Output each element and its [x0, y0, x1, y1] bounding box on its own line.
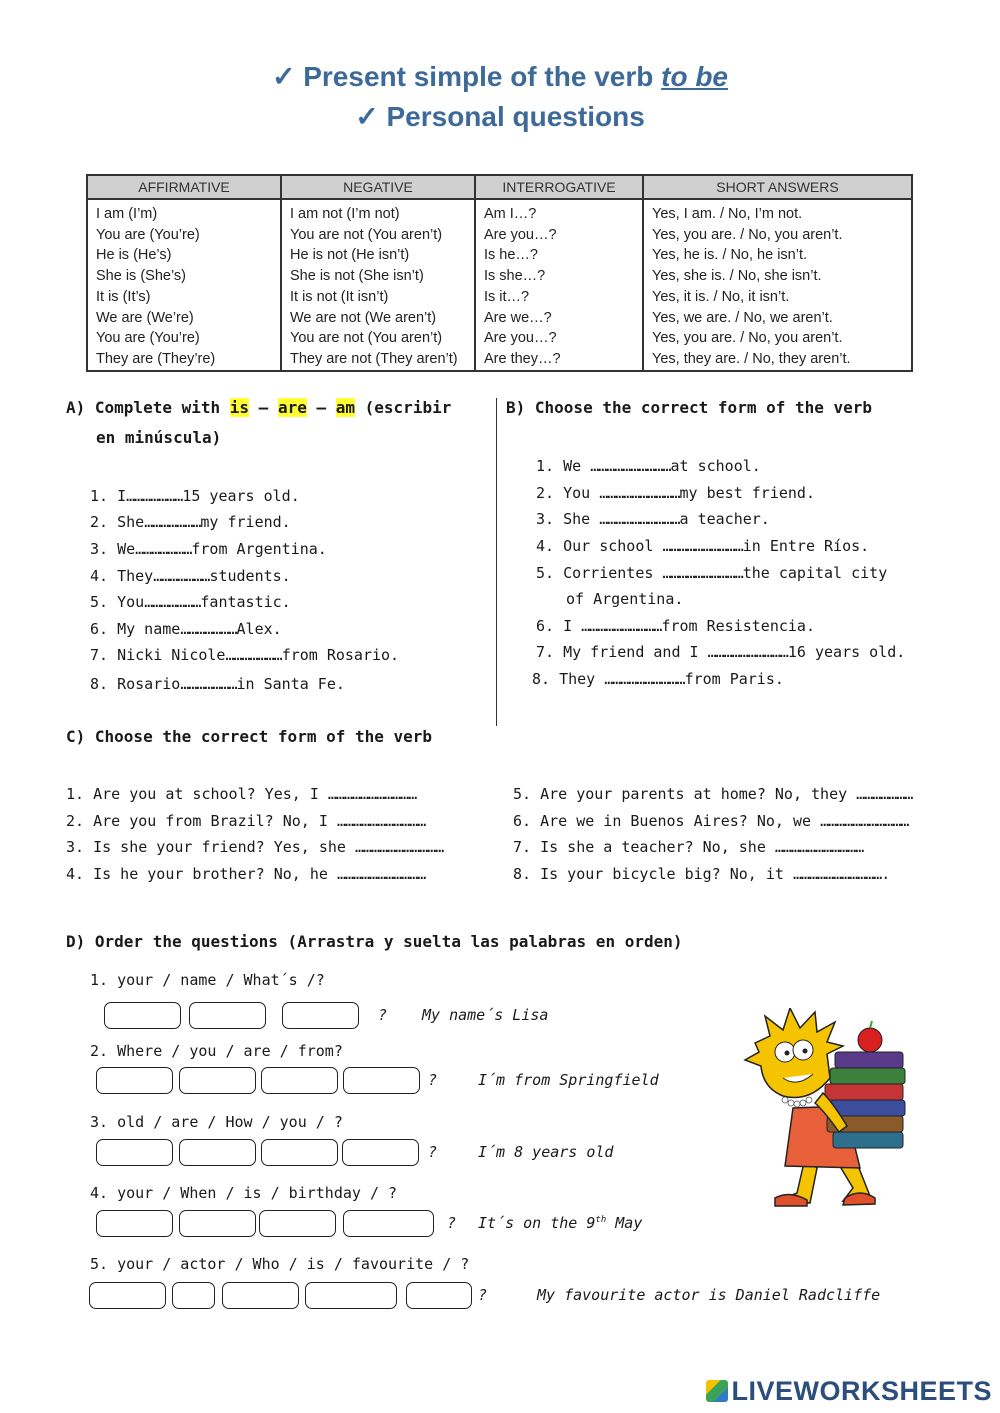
- item-text: I: [563, 617, 582, 635]
- table-cell: Yes, they are. / No, they aren’t.: [643, 349, 912, 371]
- answer-blank[interactable]: …………………………: [590, 457, 671, 475]
- table-cell: She is (She’s): [87, 266, 281, 287]
- item-number: 5.: [536, 564, 555, 582]
- order-question-prompt: [90, 971, 325, 989]
- exercise-c-item: [513, 812, 908, 830]
- exercise-b-item: [532, 670, 784, 688]
- table-cell: I am not (I’m not): [281, 199, 475, 225]
- title-prefix: ✓ Present simple of the verb: [271, 61, 662, 92]
- word-drop-box[interactable]: [282, 1002, 359, 1029]
- liveworksheets-logo-mark: [706, 1380, 728, 1402]
- item-text: She: [563, 510, 600, 528]
- item-text: Nicki Nicole: [117, 646, 226, 664]
- table-cell: He is (He’s): [87, 245, 281, 266]
- order-question-prompt: [90, 1184, 397, 1202]
- answer-blank[interactable]: ……………………………: [820, 812, 909, 830]
- table-cell: We are (We’re): [87, 308, 281, 329]
- table-cell: Are you…?: [475, 225, 643, 246]
- word-drop-box[interactable]: [96, 1139, 173, 1166]
- section-d-heading: D) Order the questions (Arrastra y suelta las palabras en orden): [66, 932, 683, 951]
- table-cell: It is not (It isn’t): [281, 287, 475, 308]
- exercise-c-item: [513, 865, 889, 883]
- table-cell: We are not (We aren’t): [281, 308, 475, 329]
- table-row: [87, 245, 912, 266]
- scrambled-words: your / name / What´s /?: [117, 971, 325, 989]
- word-drop-box[interactable]: [89, 1282, 166, 1309]
- item-number: 5.: [90, 1255, 109, 1273]
- answer-text: My name´s Lisa: [422, 1006, 549, 1024]
- item-number: 7.: [513, 838, 532, 856]
- title-line-1: [0, 60, 1000, 93]
- item-number: 5.: [90, 593, 109, 611]
- table-row: [87, 266, 912, 287]
- table-cell: You are not (You aren’t): [281, 225, 475, 246]
- word-drop-box[interactable]: [261, 1139, 338, 1166]
- answer-text: I´m from Springfield: [478, 1071, 659, 1089]
- answer-blank[interactable]: …………………………: [581, 617, 662, 635]
- item-text: from Rosario.: [281, 646, 400, 664]
- item-text: My friend and I: [563, 643, 708, 661]
- item-number: 5.: [513, 785, 532, 803]
- exercise-b-item: [536, 617, 815, 635]
- item-number: 1.: [536, 457, 555, 475]
- table-header: INTERROGATIVE: [475, 175, 643, 199]
- word-drop-box[interactable]: [305, 1282, 397, 1309]
- exercise-b-item: [536, 564, 887, 582]
- exercise-a-item: [90, 593, 291, 611]
- answer-text-part: It´s on the 9: [478, 1214, 596, 1232]
- exercise-c-item: [66, 838, 443, 856]
- item-number: 1.: [66, 785, 85, 803]
- table-cell: Yes, we are. / No, we aren’t.: [643, 308, 912, 329]
- table-cell: He is not (He isn’t): [281, 245, 475, 266]
- word-drop-box[interactable]: [406, 1282, 472, 1309]
- table-cell: Are they…?: [475, 349, 643, 371]
- table-row: [87, 199, 912, 225]
- item-text: Alex.: [236, 620, 282, 638]
- order-question-prompt: [90, 1042, 343, 1060]
- scrambled-words: your / When / is / birthday / ?: [117, 1184, 398, 1202]
- answer-blank[interactable]: …………………: [153, 567, 210, 585]
- table-row: [87, 308, 912, 329]
- item-text: You: [117, 593, 145, 611]
- item-text: My name: [117, 620, 181, 638]
- table-cell: Are we…?: [475, 308, 643, 329]
- item-number: 8.: [90, 675, 109, 693]
- item-text: 15 years old.: [182, 487, 300, 505]
- table-cell: You are (You’re): [87, 225, 281, 246]
- item-text: 16 years old.: [787, 643, 906, 661]
- item-text: in Santa Fe.: [236, 675, 345, 693]
- exercise-c-item: [513, 838, 863, 856]
- conjugation-table: [86, 174, 913, 372]
- item-number: 3.: [66, 838, 85, 856]
- answer-blank[interactable]: …………………: [225, 646, 282, 664]
- table-cell: You are not (You aren’t): [281, 328, 475, 349]
- question-text: Are you at school? Yes, I: [93, 785, 328, 803]
- item-number: 4.: [90, 567, 109, 585]
- item-text: She: [117, 513, 145, 531]
- item-number: 2.: [536, 484, 555, 502]
- column-divider: [496, 398, 497, 726]
- item-number: 2.: [90, 1042, 109, 1060]
- question-mark: ?: [478, 1286, 488, 1304]
- item-number: 6.: [513, 812, 532, 830]
- answer-blank[interactable]: …………………………: [707, 643, 788, 661]
- table-header: SHORT ANSWERS: [643, 175, 912, 199]
- word-drop-box[interactable]: [222, 1282, 299, 1309]
- word-drop-box[interactable]: [343, 1210, 434, 1237]
- table-row: [87, 328, 912, 349]
- table-header: NEGATIVE: [281, 175, 475, 199]
- item-number: 1.: [90, 971, 109, 989]
- item-number: 7.: [90, 646, 109, 664]
- section-a-heading-suffix: (escribir: [355, 398, 452, 417]
- answer-blank[interactable]: ……………………………: [336, 812, 426, 830]
- answer-blank[interactable]: …………………: [126, 487, 183, 505]
- section-a-heading: [66, 398, 451, 417]
- item-number: 3.: [536, 510, 555, 528]
- item-number: 6.: [90, 620, 109, 638]
- word-drop-box[interactable]: [343, 1067, 420, 1094]
- table-cell: Are you…?: [475, 328, 643, 349]
- item-number: 7.: [536, 643, 555, 661]
- exercise-b-item: [536, 510, 770, 528]
- question-text: Are you from Brazil? No, I: [93, 812, 337, 830]
- exercise-a-item: [90, 675, 345, 693]
- table-cell: Is it…?: [475, 287, 643, 308]
- answer-blank[interactable]: …………………………: [604, 670, 685, 688]
- section-b-heading: B) Choose the correct form of the verb: [506, 398, 873, 417]
- table-cell: I am (I’m): [87, 199, 281, 225]
- word-drop-box[interactable]: [259, 1210, 336, 1237]
- table-cell: Yes, I am. / No, I’m not.: [643, 199, 912, 225]
- item-text: fantastic.: [200, 593, 291, 611]
- lisa-simpson-illustration: [735, 1008, 915, 1208]
- table-cell: They are (They’re): [87, 349, 281, 371]
- item-text: a teacher.: [679, 510, 770, 528]
- option-is: is: [229, 398, 250, 417]
- item-number: 4.: [66, 865, 85, 883]
- answer-blank[interactable]: …………………………: [662, 537, 743, 555]
- item-number: 2.: [66, 812, 85, 830]
- answer-blank[interactable]: ……………………………: [355, 838, 444, 856]
- answer-blank[interactable]: ……………………………: [336, 865, 426, 883]
- exercise-a-item: [90, 620, 282, 638]
- item-text: in Entre Ríos.: [742, 537, 870, 555]
- answer-text: I´m 8 years old: [478, 1143, 614, 1161]
- answer-blank[interactable]: …………………………: [599, 484, 680, 502]
- answer-text: My favourite actor is Daniel Radcliffe: [537, 1286, 881, 1304]
- table-header-row: [87, 175, 912, 199]
- table-cell: Yes, you are. / No, you aren’t.: [643, 328, 912, 349]
- item-number: 8.: [513, 865, 532, 883]
- table-cell: You are (You’re): [87, 328, 281, 349]
- question-mark: ?: [378, 1006, 388, 1024]
- word-drop-box[interactable]: [342, 1139, 419, 1166]
- table-cell: They are not (They aren’t): [281, 349, 475, 371]
- item-text: You: [563, 484, 600, 502]
- scrambled-words: old / are / How / you / ?: [117, 1113, 343, 1131]
- item-text: They: [117, 567, 154, 585]
- word-drop-box[interactable]: [179, 1210, 256, 1237]
- item-number: 6.: [536, 617, 555, 635]
- scrambled-words: Where / you / are / from?: [117, 1042, 343, 1060]
- item-text: from Resistencia.: [661, 617, 815, 635]
- item-text: They: [559, 670, 605, 688]
- item-number: 3.: [90, 1113, 109, 1131]
- exercise-a-item: [90, 567, 291, 585]
- ordinal-suffix: th: [595, 1215, 607, 1225]
- title-line-2: ✓ Personal questions: [355, 101, 645, 132]
- word-drop-box[interactable]: [96, 1067, 173, 1094]
- item-text: Our school: [563, 537, 663, 555]
- table-row: [87, 349, 912, 371]
- question-text: Is she a teacher? No, she: [540, 838, 775, 856]
- question-mark: ?: [428, 1071, 438, 1089]
- item-number: 4.: [90, 1184, 109, 1202]
- exercise-b-item: [536, 537, 869, 555]
- item-number: 2.: [90, 513, 109, 531]
- order-question-prompt: [90, 1255, 469, 1273]
- exercise-a-item: [90, 487, 300, 505]
- answer-blank[interactable]: …………………………: [599, 510, 680, 528]
- question-mark: ?: [428, 1143, 438, 1161]
- liveworksheets-logo: [706, 1376, 992, 1407]
- question-text: Are we in Buenos Aires? No, we: [540, 812, 821, 830]
- word-drop-box[interactable]: [261, 1067, 338, 1094]
- title-emphasis: to be: [661, 61, 729, 92]
- question-text: Is he your brother? No, he: [93, 865, 337, 883]
- item-text: from Argentina.: [191, 540, 327, 558]
- word-drop-box[interactable]: [96, 1210, 173, 1237]
- table-cell: Is he…?: [475, 245, 643, 266]
- separator: –: [249, 398, 278, 417]
- item-number: 4.: [536, 537, 555, 555]
- exercise-b-item: [536, 643, 905, 661]
- answer-blank[interactable]: ……………………………: [774, 838, 864, 856]
- word-drop-box[interactable]: [189, 1002, 266, 1029]
- exercise-b-item: [536, 484, 815, 502]
- table-row: [87, 287, 912, 308]
- scrambled-words: your / actor / Who / is / favourite / ?: [117, 1255, 470, 1273]
- answer-blank[interactable]: …………………: [180, 675, 237, 693]
- option-am: am: [335, 398, 356, 417]
- option-are: are: [277, 398, 307, 417]
- separator: –: [306, 398, 336, 417]
- item-number: 3.: [90, 540, 109, 558]
- word-drop-box[interactable]: [172, 1282, 215, 1309]
- item-text: my friend.: [200, 513, 291, 531]
- question-text: Are your parents at home? No, they: [540, 785, 857, 803]
- answer-blank[interactable]: …………………: [856, 785, 913, 803]
- answer-blank[interactable]: …………………………: [662, 564, 743, 582]
- exercise-a-item: [90, 513, 291, 531]
- item-number: 1.: [90, 487, 109, 505]
- exercise-c-item: [66, 812, 425, 830]
- exercise-c-item: [513, 785, 912, 803]
- exercise-a-item: [90, 646, 399, 664]
- word-drop-box[interactable]: [104, 1002, 181, 1029]
- answer-blank[interactable]: …………………: [180, 620, 237, 638]
- exercise-c-item: [66, 785, 416, 803]
- answer-text-part: May: [606, 1214, 643, 1232]
- item-number: 8.: [532, 670, 551, 688]
- answer-blank[interactable]: …………………: [135, 540, 192, 558]
- answer-blank[interactable]: …………………: [144, 593, 201, 611]
- item-text: at school.: [670, 457, 761, 475]
- item-text: from Paris.: [684, 670, 784, 688]
- answer-blank[interactable]: ……………………………: [327, 785, 417, 803]
- table-cell: Yes, it is. / No, it isn’t.: [643, 287, 912, 308]
- table-cell: Is she…?: [475, 266, 643, 287]
- answer-blank[interactable]: …………………………….: [792, 865, 890, 883]
- order-question-prompt: [90, 1113, 343, 1131]
- exercise-a-item: [90, 540, 327, 558]
- table-cell: Am I…?: [475, 199, 643, 225]
- item-text: Rosario: [117, 675, 181, 693]
- exercise-c-item: [66, 865, 425, 883]
- table-row: [87, 225, 912, 246]
- logo-text: LIVEWORKSHEETS: [731, 1376, 992, 1406]
- item-text: the capital city: [742, 564, 888, 582]
- section-c-heading: C) Choose the correct form of the verb: [66, 727, 433, 746]
- exercise-b-item-continuation: of Argentina.: [566, 590, 684, 608]
- table-cell: It is (It’s): [87, 287, 281, 308]
- exercise-b-item: [536, 457, 761, 475]
- table-body: [87, 199, 912, 371]
- item-text: Corrientes: [563, 564, 663, 582]
- word-drop-box[interactable]: [179, 1139, 256, 1166]
- answer-blank[interactable]: …………………: [144, 513, 201, 531]
- table-cell: Yes, she is. / No, she isn’t.: [643, 266, 912, 287]
- answer-text: [478, 1214, 642, 1232]
- word-drop-box[interactable]: [179, 1067, 256, 1094]
- section-a-heading-line-2: en minúscula): [96, 428, 222, 447]
- table-cell: She is not (She isn’t): [281, 266, 475, 287]
- table-cell: Yes, you are. / No, you aren’t.: [643, 225, 912, 246]
- item-text: students.: [209, 567, 291, 585]
- item-text: I: [117, 487, 127, 505]
- section-a-heading-prefix: A) Complete with: [66, 398, 230, 417]
- table-cell: Yes, he is. / No, he isn’t.: [643, 245, 912, 266]
- item-text: my best friend.: [679, 484, 815, 502]
- item-text: We: [563, 457, 591, 475]
- table-header: AFFIRMATIVE: [87, 175, 281, 199]
- item-text: We: [117, 540, 136, 558]
- question-text: Is she your friend? Yes, she: [93, 838, 355, 856]
- question-mark: ?: [447, 1214, 457, 1232]
- question-text: Is your bicycle big? No, it: [540, 865, 793, 883]
